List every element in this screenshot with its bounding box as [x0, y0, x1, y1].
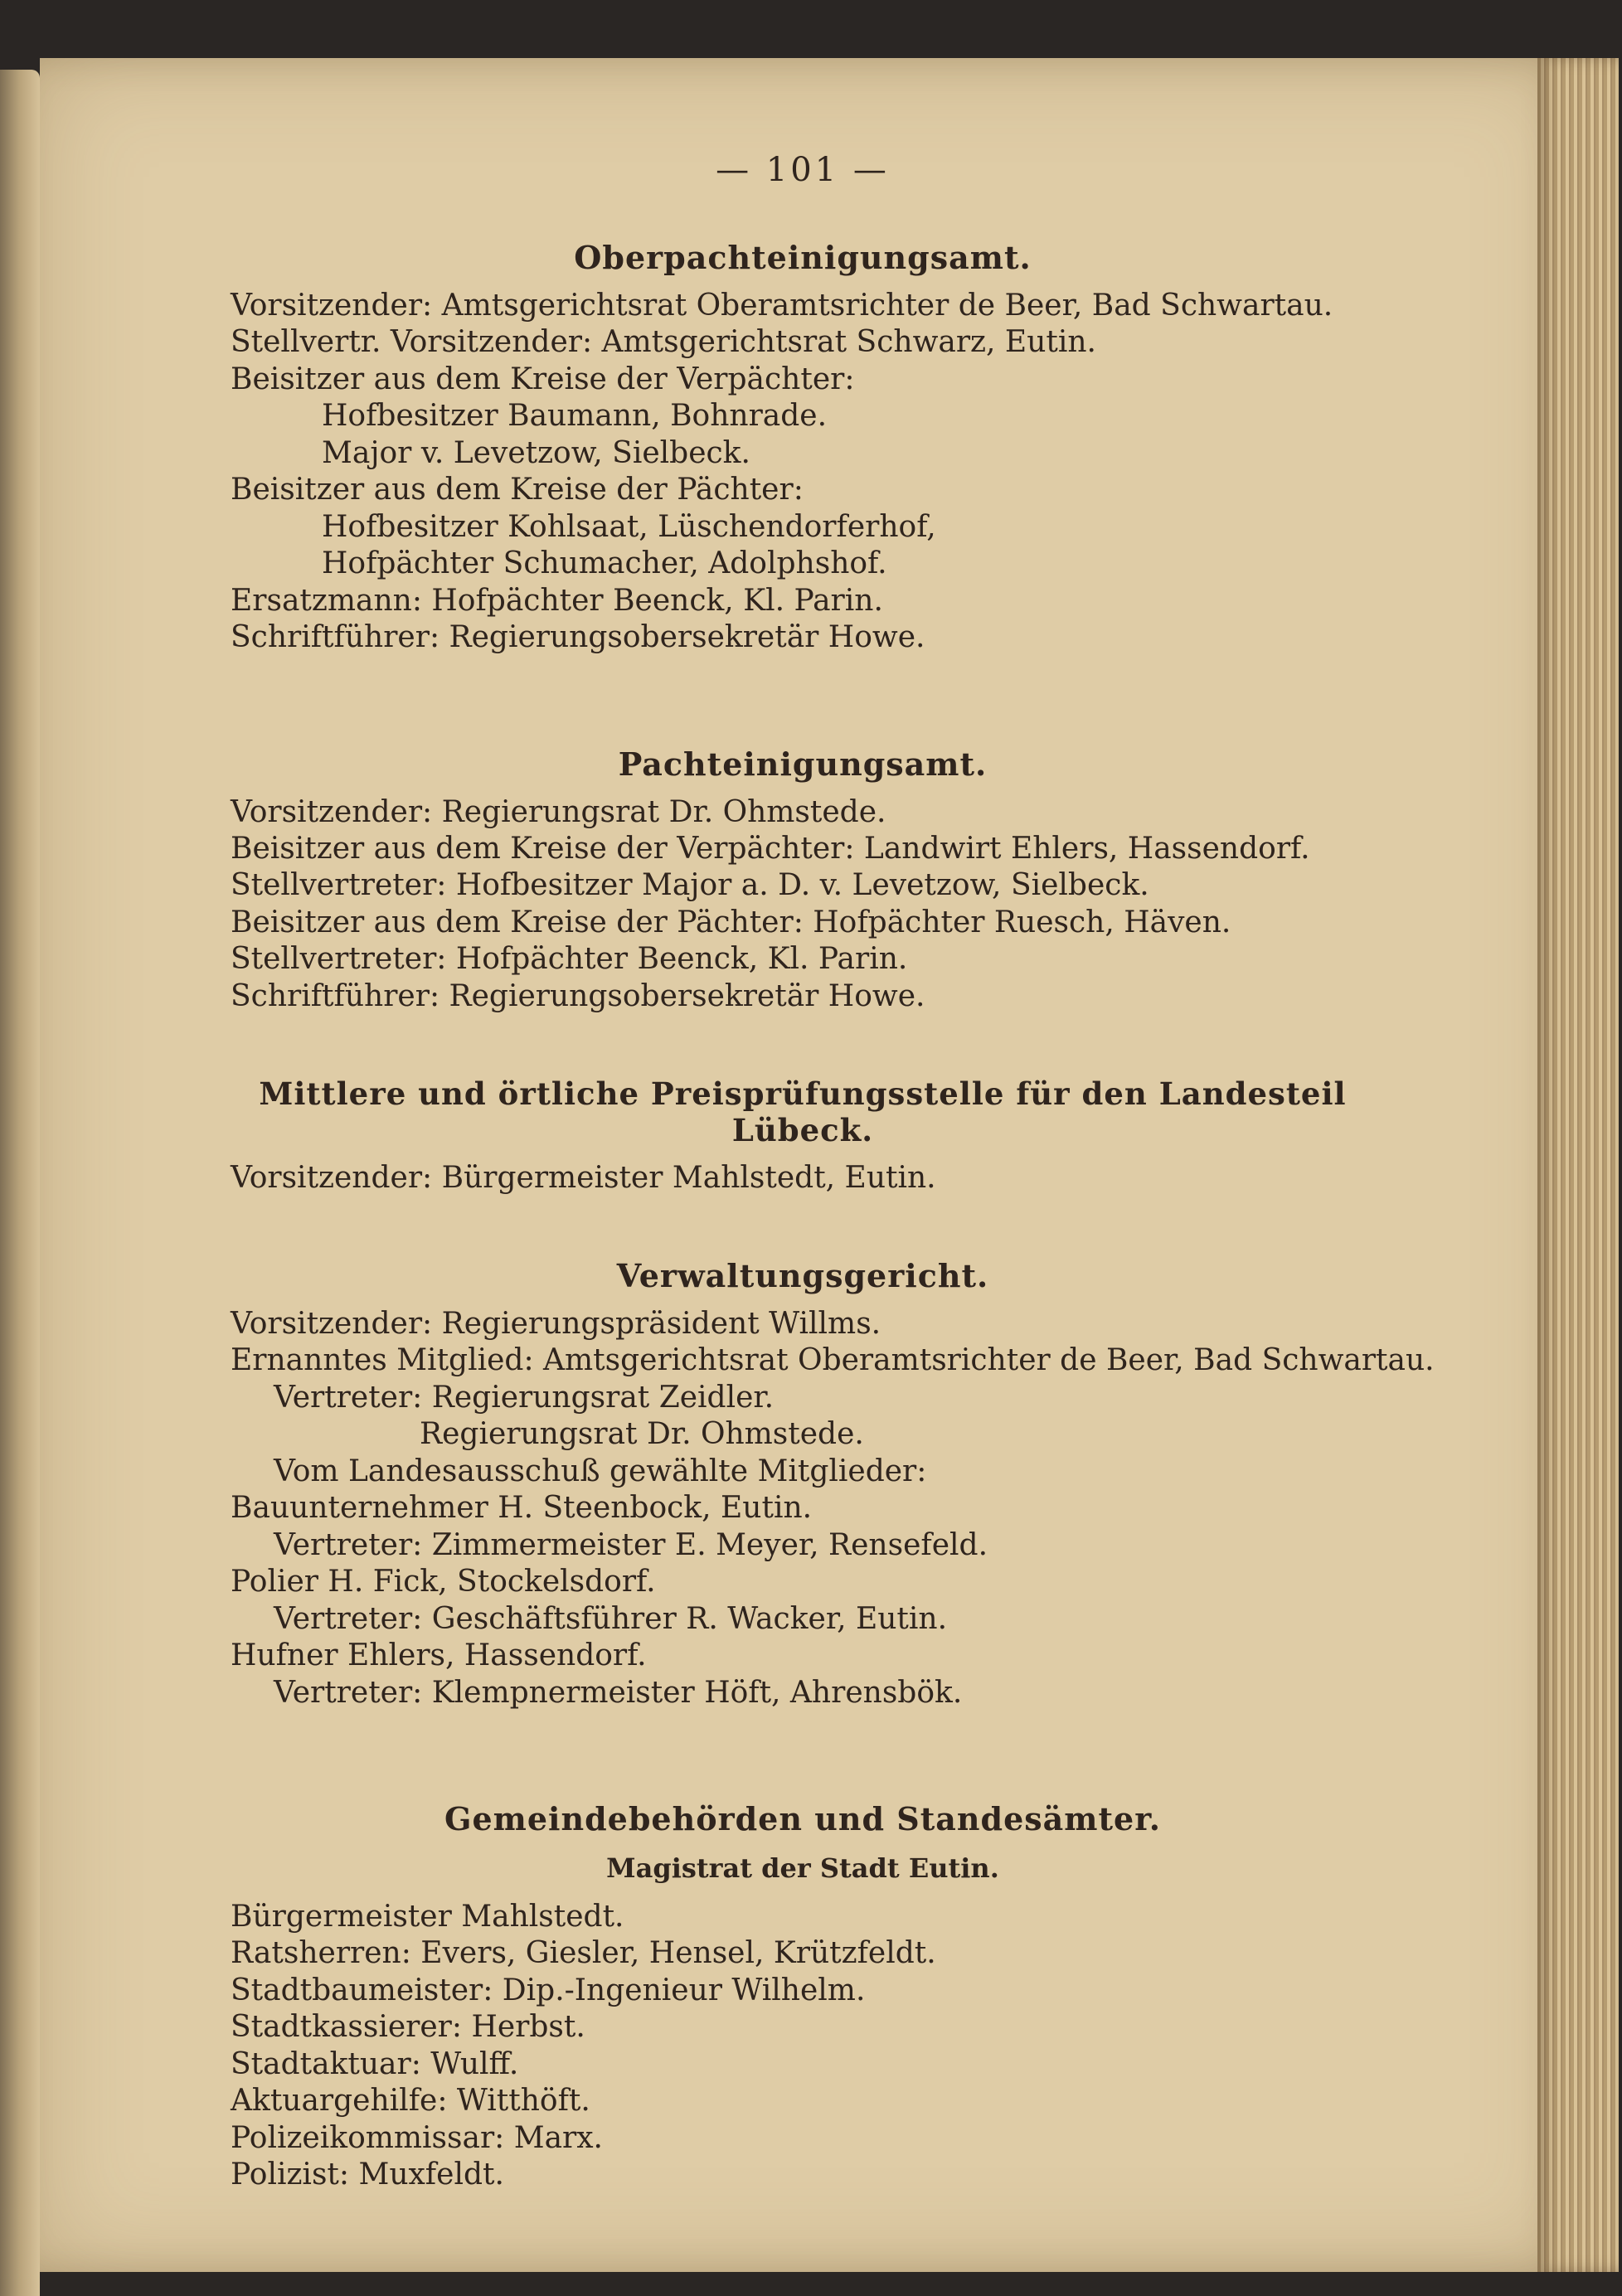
section-verwaltungsgericht	[231, 1257, 1435, 1711]
text-line: Hofbesitzer Kohlsaat, Lüschendorferhof,	[322, 509, 936, 544]
section-gap	[231, 1712, 1375, 1764]
text-line: Vorsitzender: Amtsgerichtsrat Oberamtsrichter de Beer, Bad Schwartau.	[231, 289, 1333, 323]
text-line: Beisitzer aus dem Kreise der Pächter:	[231, 473, 804, 507]
section-gemeindebehoerden	[231, 1801, 1375, 2192]
text-line: Vertreter: Klempnermeister Höft, Ahrensbök.	[274, 1675, 963, 1710]
section-title: Mittlere und örtliche Preisprüfungsstelle für den Landesteil Lübeck.	[259, 1075, 1347, 1148]
text-line: Vertreter: Zimmermeister E. Meyer, Rensefeld.	[274, 1527, 988, 1562]
text-line: Stellvertr. Vorsitzender: Amtsgerichtsrat Schwarz, Eutin.	[231, 325, 1096, 360]
text-line: Polier H. Fick, Stockelsdorf.	[231, 1565, 656, 1599]
section-subtitle: Magistrat der Stadt Eutin.	[606, 1852, 999, 1884]
text-line: Vertreter: Geschäftsführer R. Wacker, Eutin.	[274, 1601, 948, 1636]
section-gap	[231, 1197, 1375, 1221]
text-line: Vertreter: Regierungsrat Zeidler.	[274, 1380, 775, 1415]
text-line: Ersatzmann: Hofpächter Beenck, Kl. Parin.	[231, 583, 883, 618]
text-line: Vorsitzender: Regierungsrat Dr. Ohmstede.	[231, 794, 886, 829]
text-line: Stadtkassierer: Herbst.	[231, 2010, 585, 2045]
section-gap	[231, 1016, 1375, 1039]
text-line: Stadtaktuar: Wulff.	[231, 2046, 519, 2081]
page-content	[231, 151, 1435, 2194]
text-line: Bauunternehmer H. Steenbock, Eutin.	[231, 1491, 813, 1526]
text-line: Vom Landesausschuß gewählte Mitglieder:	[274, 1454, 927, 1488]
text-line: Schriftführer: Regierungsobersekretär Howe.	[231, 620, 925, 655]
text-line: Vorsitzender: Regierungspräsident Willms.	[231, 1306, 881, 1341]
text-line: Vorsitzender: Bürgermeister Mahlstedt, Eutin.	[231, 1160, 936, 1195]
text-line: Ernanntes Mitglied: Amtsgerichtsrat Oberamtsrichter de Beer, Bad Schwartau.	[231, 1343, 1435, 1378]
text-line: Bürgermeister Mahlstedt.	[231, 1899, 624, 1934]
text-line: Polizeikommissar: Marx.	[231, 2120, 603, 2155]
text-line: Stadtbaumeister: Dip.-Ingenieur Wilhelm.	[231, 1973, 866, 2007]
section-preispruefungsstelle	[231, 1076, 1375, 1196]
text-line: Hofbesitzer Baumann, Bohnrade.	[322, 399, 828, 434]
text-line: Hufner Ehlers, Hassendorf.	[231, 1638, 647, 1673]
text-line: Schriftführer: Regierungsobersekretär Howe.	[231, 978, 925, 1013]
text-line: Beisitzer aus dem Kreise der Verpächter:	[231, 362, 855, 396]
text-line: Polizist: Muxfeldt.	[231, 2157, 504, 2192]
text-line: Ratsherren: Evers, Giesler, Hensel, Krützfeldt.	[231, 1936, 936, 1971]
section-title: Pachteinigungsamt.	[618, 745, 988, 783]
text-line: Hofpächter Schumacher, Adolphshof.	[322, 546, 887, 581]
section-pachteinigungsamt	[231, 746, 1375, 1015]
section-gap	[231, 658, 1375, 709]
page-number: — 101 —	[716, 151, 890, 189]
section-oberpachteinigungsamt	[231, 240, 1375, 656]
left-page-edge	[0, 70, 40, 2296]
text-line: Stellvertreter: Hofpächter Beenck, Kl. Parin.	[231, 942, 908, 977]
section-title: Gemeindebehörden und Standesämter.	[444, 1800, 1161, 1838]
page-fore-edge	[1537, 58, 1619, 2272]
section-title: Verwaltungsgericht.	[616, 1257, 989, 1295]
text-line: Beisitzer aus dem Kreise der Pächter: Hofpächter Ruesch, Häven.	[231, 905, 1231, 939]
text-line: Beisitzer aus dem Kreise der Verpächter: Landwirt Ehlers, Hassendorf.	[231, 832, 1310, 866]
text-line: Regierungsrat Dr. Ohmstede.	[420, 1417, 864, 1452]
section-title: Oberpachteinigungsamt.	[574, 239, 1032, 277]
text-line: Stellvertreter: Hofbesitzer Major a. D. v. Levetzow, Sielbeck.	[231, 868, 1149, 903]
text-line: Major v. Levetzow, Sielbeck.	[322, 435, 750, 470]
text-line: Aktuargehilfe: Witthöft.	[231, 2084, 590, 2119]
